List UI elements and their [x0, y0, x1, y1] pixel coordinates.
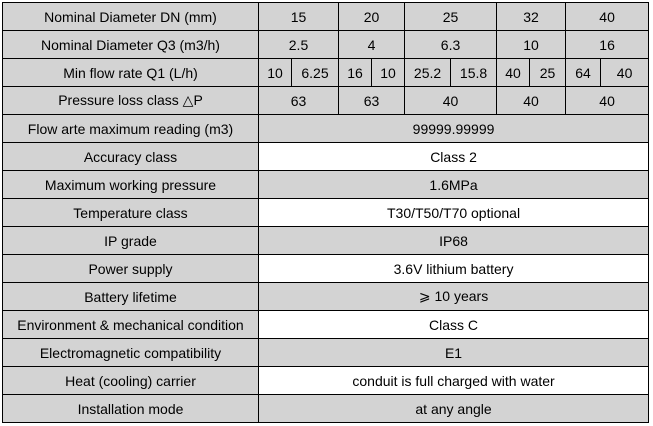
row-label-emc: Electromagnetic compatibility	[3, 339, 259, 367]
q1-value: 40	[497, 59, 530, 87]
power-supply-value: 3.6V lithium battery	[259, 255, 649, 283]
q3-value: 2.5	[259, 31, 339, 59]
max-reading-value: 99999.99999	[259, 115, 649, 143]
installation-value: at any angle	[259, 395, 649, 423]
row-label-min-flow: Min flow rate Q1 (L/h)	[3, 59, 259, 87]
q1-value: 15.8	[451, 59, 497, 87]
table-row	[3, 199, 649, 227]
pressure-loss-value: 40	[405, 87, 497, 115]
emc-value: E1	[259, 339, 649, 367]
q3-value: 6.3	[405, 31, 497, 59]
row-label-nominal-dn: Nominal Diameter DN (mm)	[3, 3, 259, 31]
table-row	[3, 115, 649, 143]
q1-value: 25	[530, 59, 566, 87]
specification-table	[2, 2, 649, 423]
working-pressure-value: 1.6MPa	[259, 171, 649, 199]
q1-value: 10	[372, 59, 405, 87]
row-label-working-pressure: Maximum working pressure	[3, 171, 259, 199]
q1-value: 25.2	[405, 59, 451, 87]
table-row	[3, 311, 649, 339]
table-row	[3, 3, 649, 31]
dn-value: 15	[259, 3, 339, 31]
row-label-power-supply: Power supply	[3, 255, 259, 283]
q3-value: 10	[497, 31, 566, 59]
pressure-loss-value: 40	[566, 87, 649, 115]
table-row	[3, 31, 649, 59]
table-row	[3, 395, 649, 423]
table-row	[3, 255, 649, 283]
table-row	[3, 339, 649, 367]
q1-value: 64	[566, 59, 601, 87]
accuracy-value: Class 2	[259, 143, 649, 171]
table-row	[3, 171, 649, 199]
table-row	[3, 283, 649, 311]
dn-value: 32	[497, 3, 566, 31]
table-row	[3, 367, 649, 395]
table-row	[3, 143, 649, 171]
q1-value: 40	[601, 59, 649, 87]
row-label-pressure-loss: Pressure loss class △P	[3, 87, 259, 115]
row-label-accuracy: Accuracy class	[3, 143, 259, 171]
table-row	[3, 59, 649, 87]
dn-value: 40	[566, 3, 649, 31]
dn-value: 25	[405, 3, 497, 31]
row-label-max-reading: Flow arte maximum reading (m3)	[3, 115, 259, 143]
pressure-loss-value: 63	[339, 87, 405, 115]
dn-value: 20	[339, 3, 405, 31]
row-label-environment: Environment & mechanical condition	[3, 311, 259, 339]
row-label-battery-lifetime: Battery lifetime	[3, 283, 259, 311]
temperature-value: T30/T50/T70 optional	[259, 199, 649, 227]
row-label-heat-carrier: Heat (cooling) carrier	[3, 367, 259, 395]
q1-value: 6.25	[292, 59, 339, 87]
table-row	[3, 227, 649, 255]
battery-lifetime-value: ⩾ 10 years	[259, 283, 649, 311]
ip-grade-value: IP68	[259, 227, 649, 255]
environment-value: Class C	[259, 311, 649, 339]
q1-value: 16	[339, 59, 372, 87]
q3-value: 4	[339, 31, 405, 59]
row-label-temperature: Temperature class	[3, 199, 259, 227]
q1-value: 10	[259, 59, 292, 87]
table-row	[3, 87, 649, 115]
row-label-ip-grade: IP grade	[3, 227, 259, 255]
row-label-installation: Installation mode	[3, 395, 259, 423]
pressure-loss-value: 63	[259, 87, 339, 115]
row-label-nominal-q3: Nominal Diameter Q3 (m3/h)	[3, 31, 259, 59]
q3-value: 16	[566, 31, 649, 59]
pressure-loss-value: 40	[497, 87, 566, 115]
heat-carrier-value: conduit is full charged with water	[259, 367, 649, 395]
